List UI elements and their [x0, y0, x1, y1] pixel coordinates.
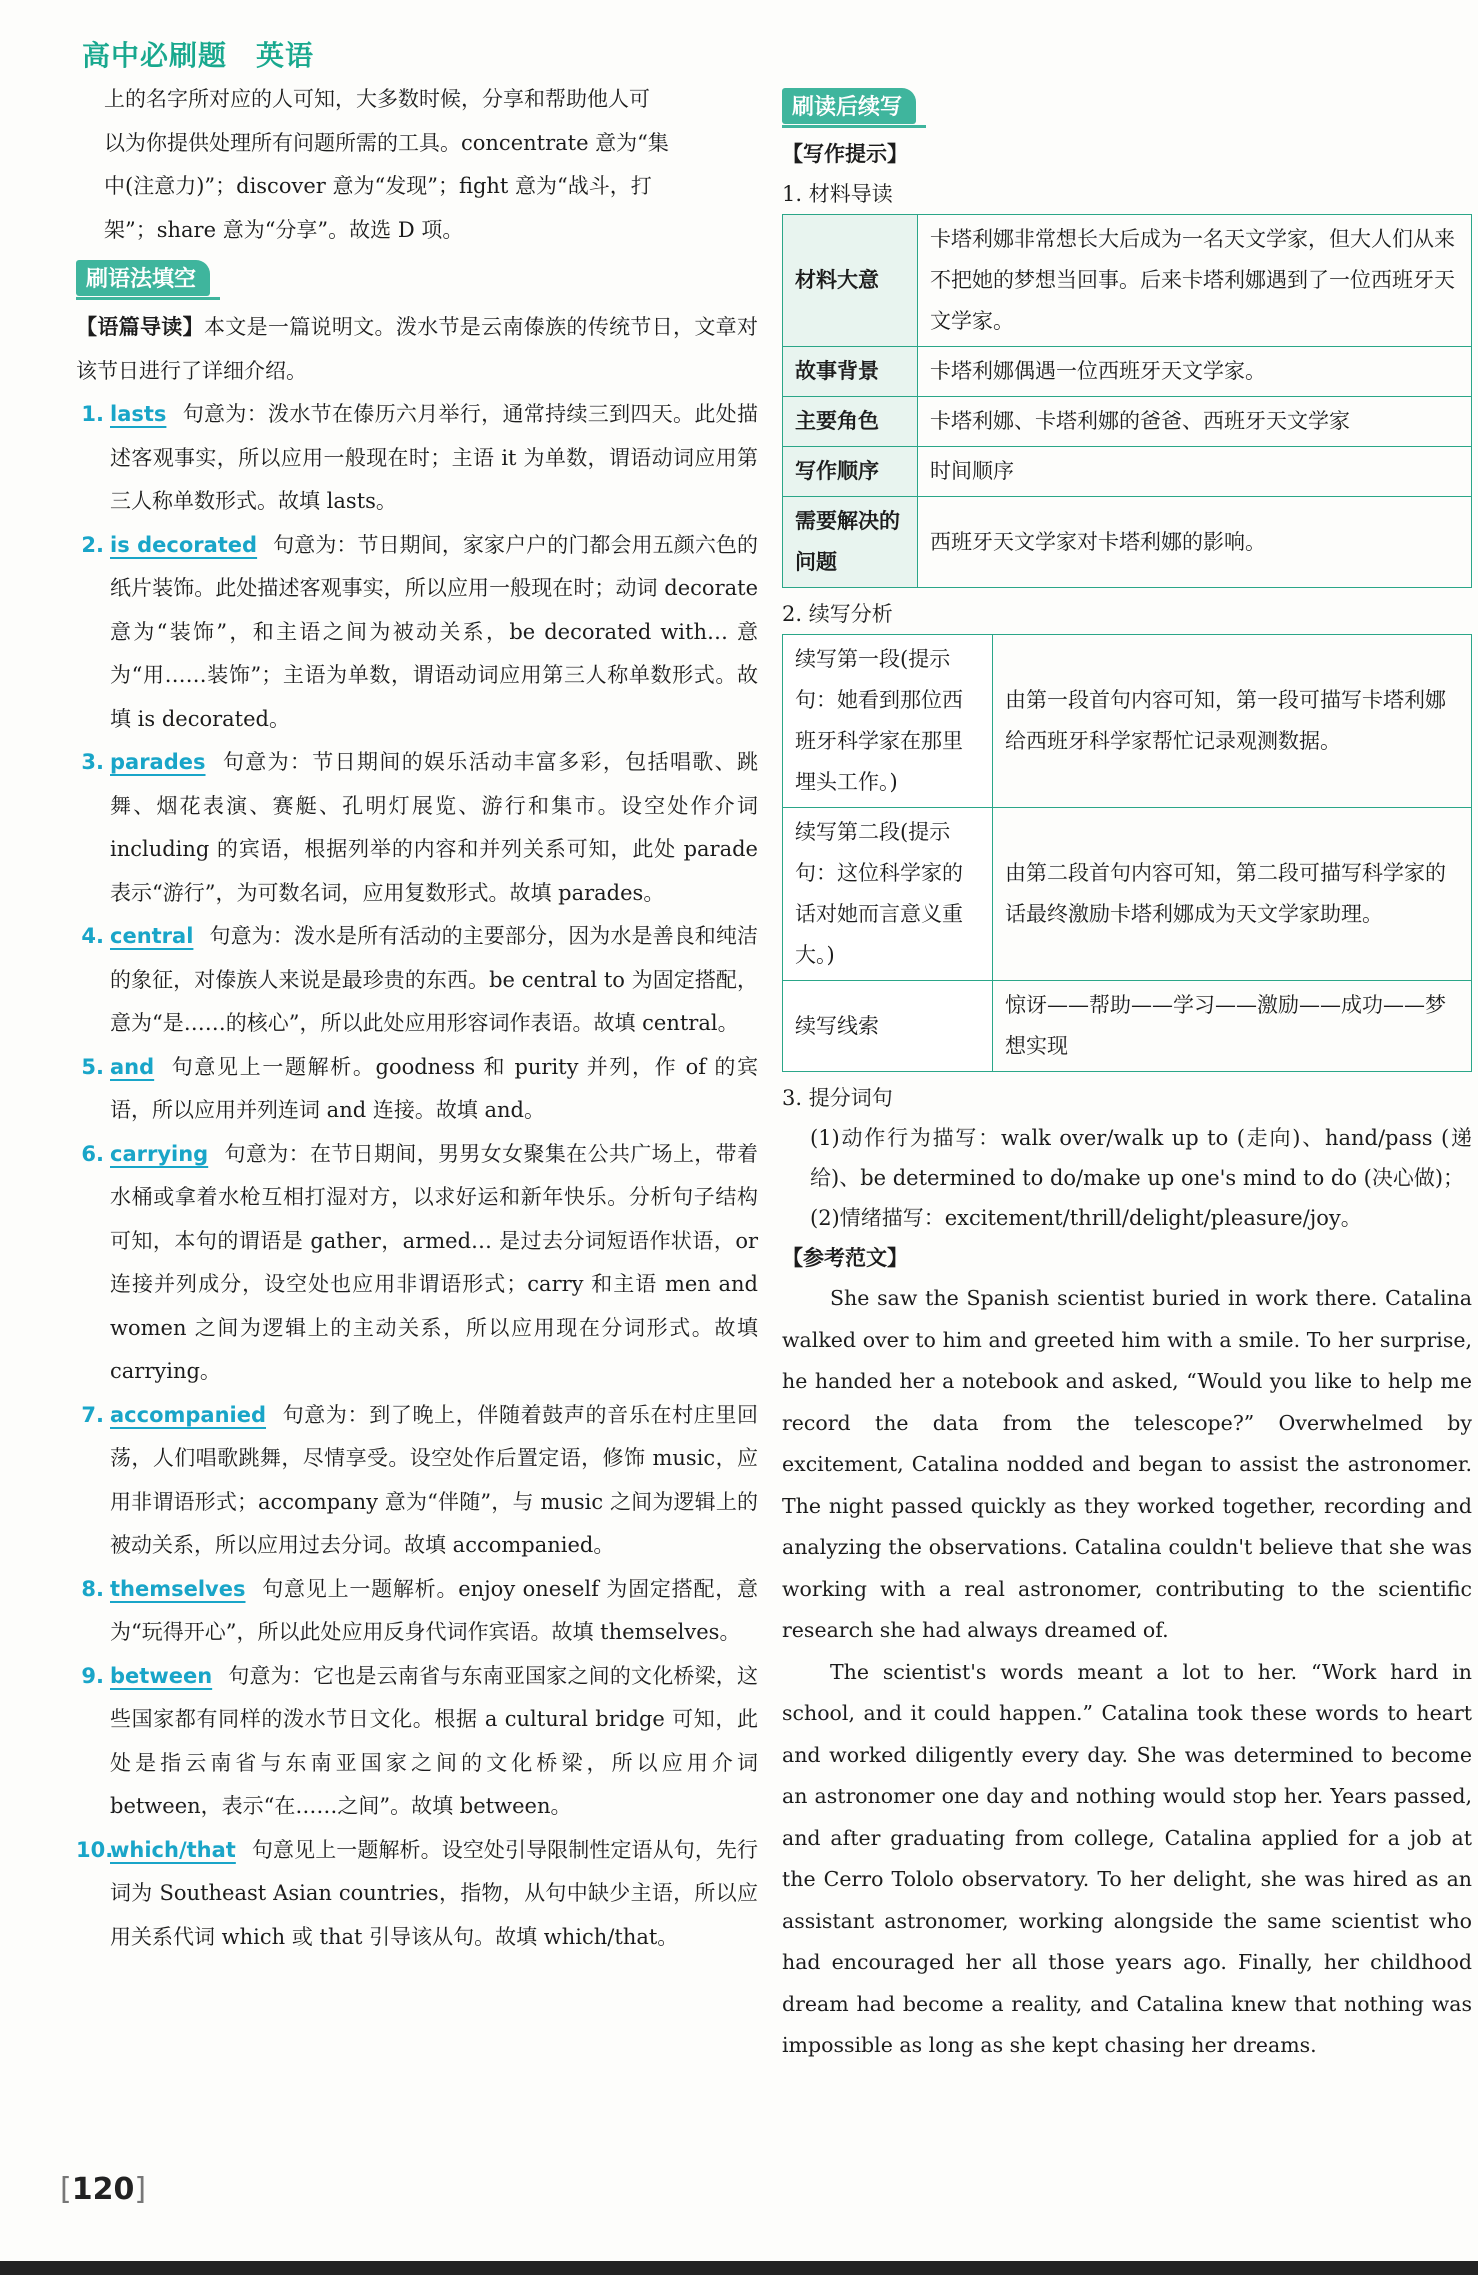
phrase-item: (2)情绪描写：excitement/thrill/delight/pleasure/joy。 — [810, 1206, 1362, 1230]
item-explanation: 句意为：在节日期间，男男女女聚集在公共广场上，带着水桶或拿着水枪互相打湿对方，以求好运和新年快乐。分析句子结构可知，本句的谓语是 gather，armed… 是过去分词短语作状语，or 连接并列成分，设空处也应用非谓语形式；carry 和主语 men and women 之间为逻辑上的主动关系，所以应用现在分词形式。故填 carrying。 — [110, 1141, 758, 1383]
intro-block — [76, 78, 758, 252]
item-answer: central — [110, 924, 194, 948]
material-guide-title: 1. 材料导读 — [782, 182, 893, 206]
table-row — [783, 215, 1472, 347]
answer-list — [76, 393, 758, 1959]
left-column — [76, 78, 758, 1959]
model-essay-label: 【参考范文】 — [782, 1246, 908, 1270]
item-number: 1. — [81, 402, 104, 426]
analysis-table — [782, 634, 1472, 1072]
item-explanation: 句意见上一题解析。enjoy oneself 为固定搭配，意为“玩得开心”，所以此处应用反身代词作宾语。故填 themselves。 — [110, 1576, 758, 1644]
answer-item — [76, 1046, 758, 1133]
intro-line: 架”；share 意为“分享”。故选 D 项。 — [104, 217, 464, 242]
item-answer: between — [110, 1663, 213, 1688]
row-value: 由第二段首句内容可知，第二段可描写科学家的话最终激励卡塔利娜成为天文学家助理。 — [993, 808, 1472, 981]
item-number: 8. — [81, 1576, 104, 1601]
bottom-edge — [0, 2261, 1478, 2275]
row-key: 故事背景 — [783, 347, 918, 397]
answer-item — [76, 524, 758, 742]
row-value: 西班牙天文学家对卡塔利娜的影响。 — [918, 497, 1472, 588]
table-row — [783, 635, 1472, 808]
item-number: 3. — [81, 750, 104, 774]
row-key: 主要角色 — [783, 397, 918, 447]
item-number: 4. — [81, 924, 104, 948]
intro-line: 以为你提供处理所有问题所需的工具。concentrate 意为“集 — [104, 130, 669, 155]
answer-item — [76, 1133, 758, 1394]
item-answer: and — [110, 1054, 155, 1079]
item-explanation: 句意为：节日期间的娱乐活动丰富多彩，包括唱歌、跳舞、烟花表演、赛艇、孔明灯展览、游行和集市。设空处作介词 including 的宾语，根据列举的内容和并列关系可知，此处 parade 表示“游行”，为可数名词，应用复数形式。故填 parades。 — [110, 750, 758, 905]
answer-item — [76, 1568, 758, 1655]
item-answer: lasts — [110, 402, 167, 426]
row-key: 续写第一段(提示句：她看到那位西班牙科学家在那里埋头工作。) — [783, 635, 993, 808]
table-row — [783, 808, 1472, 981]
answer-item — [76, 741, 758, 915]
continuation-section-header — [782, 88, 1472, 124]
page-number: [120] — [60, 2172, 147, 2207]
right-column — [782, 88, 1472, 2067]
row-key: 续写线索 — [783, 981, 993, 1072]
row-value: 由第一段首句内容可知，第一段可描写卡塔利娜给西班牙科学家帮忙记录观测数据。 — [993, 635, 1472, 808]
answer-item — [76, 1394, 758, 1568]
model-paragraph: The scientist's words meant a lot to her. “Work hard in school, and it could happen.” Catalina took these words to heart and worked diligently every day. She was determined to become an astronomer one day and nothing would stop her. Years passed, and after graduating from college, Catalina applied for a job at the Cerro Tololo observatory. To her delight, she was hired as an assistant astronomer, working alongside the same scientist who had encouraged her all those years ago. Finally, her childhood dream had become a reality, and Catalina knew that nothing was impossible as long as she kept chasing her dreams. — [782, 1659, 1472, 2057]
row-key: 材料大意 — [783, 215, 918, 347]
analysis-title: 2. 续写分析 — [782, 602, 893, 626]
phrases-title: 3. 提分词句 — [782, 1086, 893, 1110]
answer-item — [76, 1829, 758, 1960]
intro-line: 中(注意力)”；discover 意为“发现”；fight 意为“战斗，打 — [104, 174, 652, 198]
item-explanation: 句意见上一题解析。goodness 和 purity 并列，作 of 的宾语，所以应用并列连词 and 连接。故填 and。 — [110, 1054, 758, 1122]
guide-paragraph — [76, 306, 758, 393]
grammar-section-label: 刷语法填空 — [76, 260, 210, 296]
table-row — [783, 447, 1472, 497]
item-answer: themselves — [110, 1576, 246, 1601]
row-key: 写作顺序 — [783, 447, 918, 497]
item-number: 6. — [81, 1141, 104, 1166]
page-number-value: 120 — [71, 2172, 135, 2207]
item-answer: parades — [110, 750, 206, 774]
intro-line: 上的名字所对应的人可知，大多数时候，分享和帮助他人可 — [104, 87, 650, 111]
table-row — [783, 397, 1472, 447]
table-row — [783, 981, 1472, 1072]
answer-item — [76, 1655, 758, 1829]
item-number: 7. — [81, 1402, 104, 1427]
row-value: 时间顺序 — [918, 447, 1472, 497]
item-explanation: 句意为：它也是云南省与东南亚国家之间的文化桥梁，这些国家都有同样的泼水节日文化。根据 a cultural bridge 可知，此处是指云南省与东南亚国家之间的文化桥梁，所以应用介词 between，表示“在……之间”。故填 between。 — [110, 1663, 758, 1818]
row-key: 续写第二段(提示句：这位科学家的话对她而言意义重大。) — [783, 808, 993, 981]
item-explanation: 句意为：泼水节在傣历六月举行，通常持续三到四天。此处描述客观事实，所以应用一般现在时；主语 it 为单数，谓语动词应用第三人称单数形式。故填 lasts。 — [110, 402, 758, 513]
material-table — [782, 214, 1472, 588]
item-explanation: 句意为：节日期间，家家户户的门都会用五颜六色的纸片装饰。此处描述客观事实，所以应用一般现在时；动词 decorate 意为“装饰”，和主语之间为被动关系，be decorated with… 意为“用……装饰”；主语为单数，谓语动词应用第三人称单数形式。故填 is decorated。 — [110, 532, 759, 731]
row-value: 卡塔利娜非常想长大后成为一名天文学家，但大人们从来不把她的梦想当回事。后来卡塔利娜遇到了一位西班牙天文学家。 — [918, 215, 1472, 347]
table-row — [783, 497, 1472, 588]
row-value: 惊讶——帮助——学习——激励——成功——梦想实现 — [993, 981, 1472, 1072]
item-number: 9. — [81, 1663, 104, 1688]
item-answer: accompanied — [110, 1402, 267, 1427]
answer-item — [76, 393, 758, 524]
item-explanation: 句意为：到了晚上，伴随着鼓声的音乐在村庄里回荡，人们唱歌跳舞，尽情享受。设空处作后置定语，修饰 music，应用非谓语形式；accompany 意为“伴随”，与 music 之间为逻辑上的被动关系，所以应用过去分词。故填 accompanied。 — [110, 1402, 758, 1557]
row-key: 需要解决的问题 — [783, 497, 918, 588]
guide-label: 【语篇导读】 — [76, 315, 204, 339]
continuation-section-label: 刷读后续写 — [782, 88, 916, 124]
grammar-section-header — [76, 260, 758, 296]
item-answer: carrying — [110, 1141, 209, 1166]
item-number: 5. — [81, 1054, 104, 1079]
answer-item — [76, 915, 758, 1046]
table-row — [783, 347, 1472, 397]
row-value: 卡塔利娜、卡塔利娜的爸爸、西班牙天文学家 — [918, 397, 1472, 447]
phrase-item: (1)动作行为描写：walk over/walk up to (走向)、hand/pass (递给)、be determined to do/make up one's mind to do (决心做)； — [810, 1126, 1472, 1190]
item-answer: is decorated — [110, 532, 258, 557]
tips-label: 【写作提示】 — [782, 142, 908, 166]
item-number: 2. — [81, 532, 104, 557]
header-title: 高中必刷题 英语 — [82, 39, 315, 72]
item-explanation: 句意见上一题解析。设空处引导限制性定语从句，先行词为 Southeast Asian countries，指物，从句中缺少主语，所以应用关系代词 which 或 that 引导该从句。故填 which/that。 — [110, 1837, 758, 1949]
item-explanation: 句意为：泼水是所有活动的主要部分，因为水是善良和纯洁的象征，对傣族人来说是最珍贵的东西。be central to 为固定搭配，意为“是……的核心”，所以此处应用形容词作表语。故填 central。 — [110, 924, 758, 1035]
item-answer: which/that — [110, 1837, 236, 1862]
guide-text: 本文是一篇说明文。泼水节是云南傣族的传统节日，文章对该节日进行了详细介绍。 — [76, 315, 758, 383]
row-value: 卡塔利娜偶遇一位西班牙天文学家。 — [918, 347, 1472, 397]
item-number: 10. — [76, 1837, 114, 1862]
model-paragraph: She saw the Spanish scientist buried in work there. Catalina walked over to him and greeted him with a smile. To her surprise, he handed her a notebook and asked, “Would you like to help me record the data from the telescope?” Overwhelmed by excitement, Catalina nodded and began to assist the astronomer. The night passed quickly as they worked together, recording and analyzing the observations. Catalina couldn't believe that she was working with a real astronomer, contributing to the scientific research she had always dreamed of. — [782, 1286, 1472, 1642]
